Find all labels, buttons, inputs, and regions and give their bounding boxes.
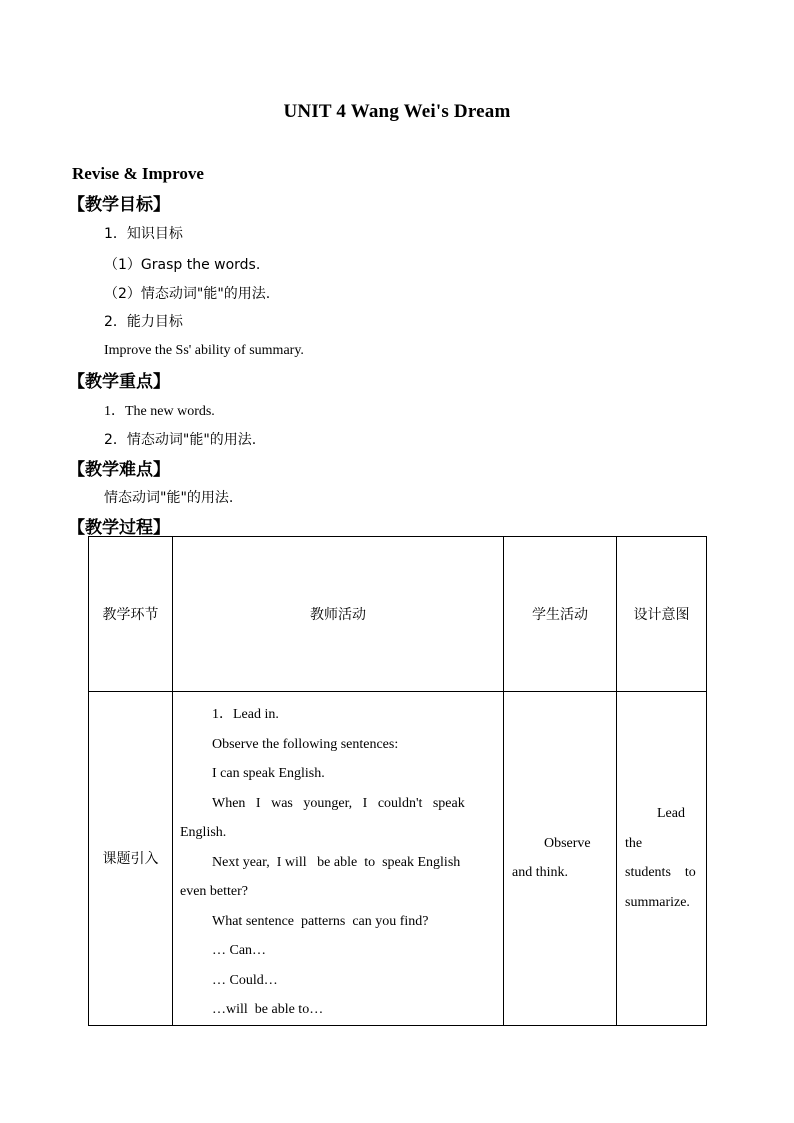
stage-cell: 课题引入 xyxy=(89,692,173,1026)
student-activity-line-2: and think. xyxy=(512,865,568,881)
student-activity-line-1: Observe xyxy=(544,835,591,851)
teacher-pattern-3: …will be able to… xyxy=(212,1002,324,1017)
objectives-heading: 【教学目标】 xyxy=(68,195,170,215)
ability-objective-text: Improve the Ss' ability of summary. xyxy=(104,343,304,358)
intent-line-2: the xyxy=(625,835,643,851)
page-title: UNIT 4 Wang Wei's Dream xyxy=(283,101,511,122)
key-point-1: 1．The new words. xyxy=(104,404,215,419)
knowledge-item-2: （2）情态动词"能"的用法. xyxy=(104,286,271,302)
teacher-sentence-3a: Next year, I will be able to speak English xyxy=(212,854,461,870)
teacher-sentence-2b: English. xyxy=(180,825,227,840)
teacher-lead-in: 1．Lead in. xyxy=(212,707,279,722)
process-heading: 【教学过程】 xyxy=(68,518,170,538)
knowledge-item-1-text: （1）Grasp the words. xyxy=(104,257,261,273)
knowledge-item-1 xyxy=(104,254,260,274)
difficulties-heading: 【教学难点】 xyxy=(68,460,170,480)
section-heading: Revise & Improve xyxy=(72,164,204,183)
teacher-sentence-2a: When I was younger, I couldn't speak xyxy=(212,795,465,811)
knowledge-objective-title: 1．知识目标 xyxy=(104,226,183,242)
header-stage: 教学环节 xyxy=(89,537,173,692)
header-design-intent: 设计意图 xyxy=(617,537,707,692)
header-teacher-activity: 教师活动 xyxy=(173,537,504,692)
ability-objective-title: 2．能力目标 xyxy=(104,314,183,330)
teacher-sentence-1: I can speak English. xyxy=(212,766,325,781)
teacher-pattern-2: … Could… xyxy=(212,972,278,988)
teacher-activity-cell xyxy=(173,692,504,1026)
difficulty-text: 情态动词"能"的用法. xyxy=(104,490,234,506)
intent-line-1: Lead xyxy=(657,806,685,822)
teacher-question: What sentence patterns can you find? xyxy=(212,913,429,929)
teacher-observe: Observe the following sentences: xyxy=(212,736,399,752)
intent-line-4: summarize. xyxy=(625,894,690,910)
table-header-row xyxy=(89,537,707,692)
teaching-process-table xyxy=(88,536,707,1026)
teacher-sentence-3b: even better? xyxy=(180,884,249,899)
header-student-activity: 学生活动 xyxy=(504,537,617,692)
key-point-2: 2．情态动词"能"的用法. xyxy=(104,432,257,448)
student-activity-cell xyxy=(504,692,617,1026)
table-row xyxy=(89,692,707,1026)
teacher-pattern-1: … Can… xyxy=(212,943,267,958)
key-points-heading: 【教学重点】 xyxy=(68,372,170,392)
intent-line-3: students to xyxy=(625,865,696,881)
design-intent-cell xyxy=(617,692,707,1026)
